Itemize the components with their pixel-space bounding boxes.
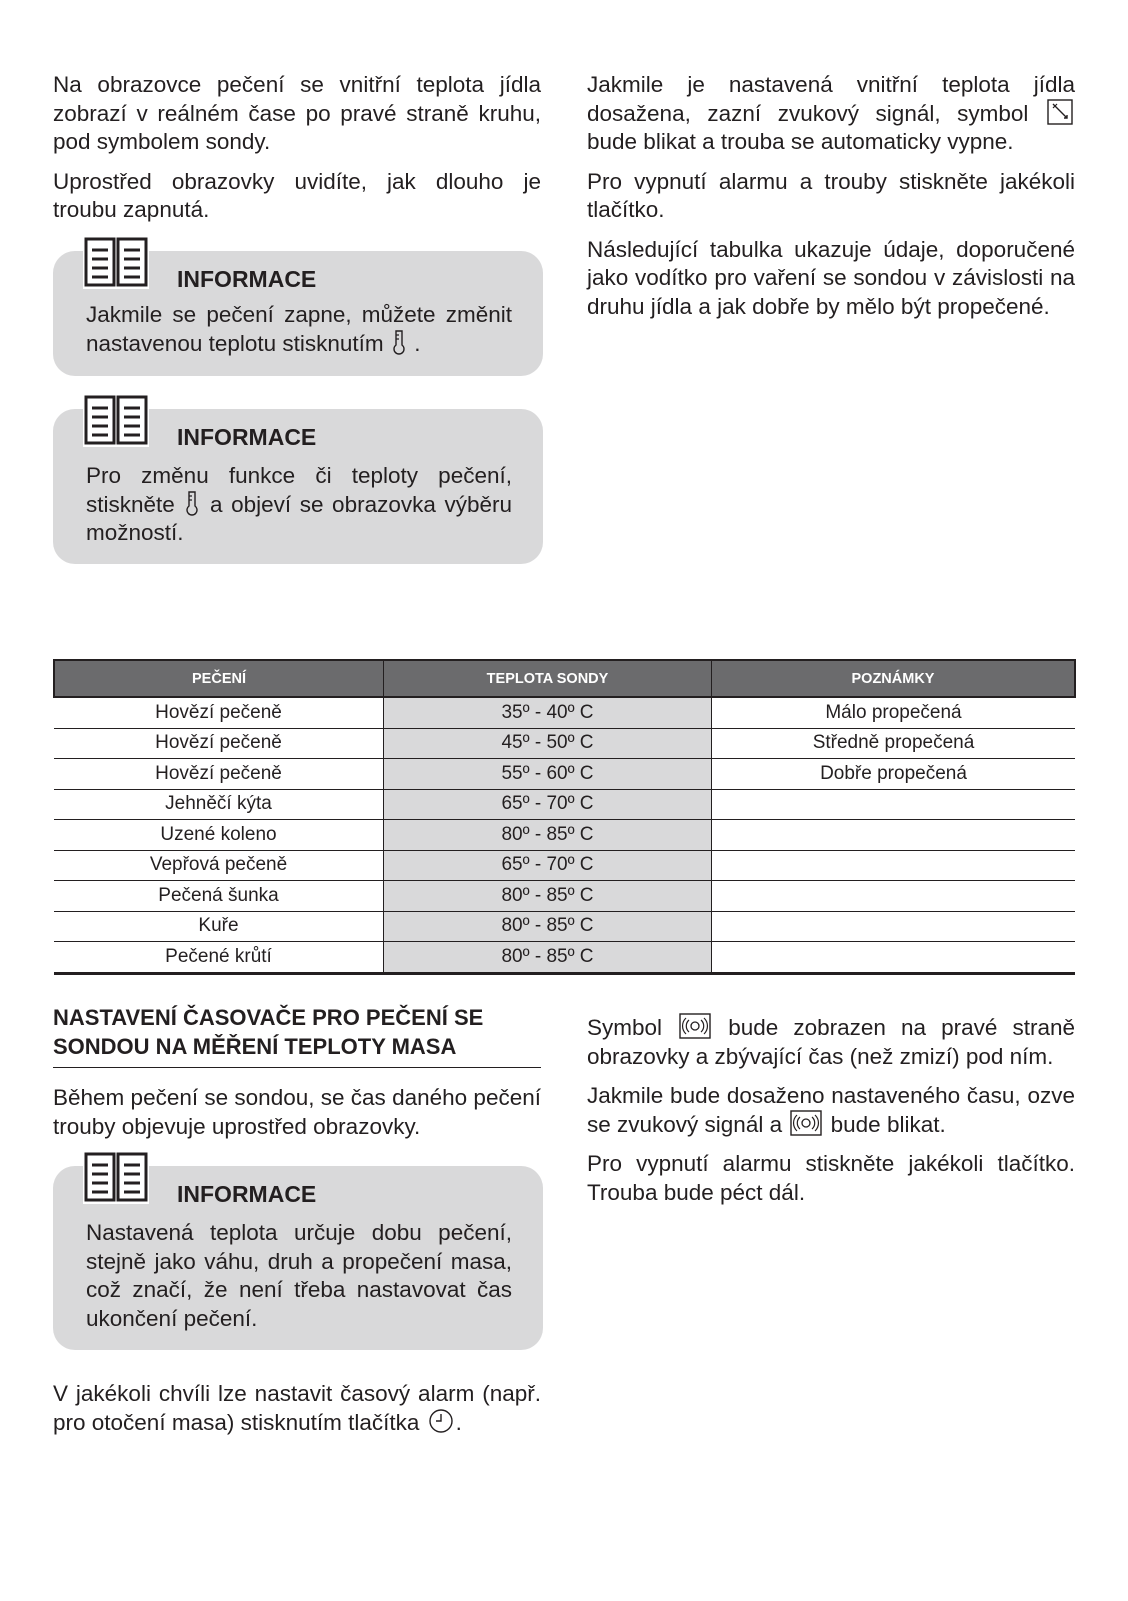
cell-dish: Pečená šunka <box>54 881 384 912</box>
table-row <box>54 697 1075 728</box>
cell-note <box>712 850 1076 881</box>
thermometer-icon <box>185 490 199 516</box>
cooking-table <box>53 659 1076 975</box>
table-row <box>54 789 1075 820</box>
cell-note <box>712 942 1076 974</box>
thermometer-icon <box>392 329 406 355</box>
cell-temperature: 55º - 60º C <box>384 759 712 790</box>
cell-temperature: 65º - 70º C <box>384 850 712 881</box>
info-text: Pro změnu funkce či teploty pečení, stiskněte a objeví se obrazovka výběru možností. <box>86 463 512 545</box>
cell-dish: Jehněčí kýta <box>54 789 384 820</box>
info-box <box>53 409 543 564</box>
left-bottom <box>53 1380 541 1437</box>
book-icon <box>83 1150 149 1204</box>
cell-temperature: 80º - 85º C <box>384 942 712 974</box>
info-title: INFORMACE <box>177 1181 317 1207</box>
right-bottom <box>587 1014 1075 1207</box>
cell-temperature: 35º - 40º C <box>384 697 712 728</box>
alarm-bell-icon <box>790 1110 822 1136</box>
table-row <box>54 759 1075 790</box>
cell-dish: Hovězí pečeně <box>54 759 384 790</box>
paragraph: Následující tabulka ukazuje údaje, doporučené jako vodítko pro vaření se sondou v závislosti na druhu jídla a jak dobře by mělo být propečené. <box>587 236 1075 319</box>
cell-note <box>712 789 1076 820</box>
paragraph: Jakmile bude dosaženo nastaveného času, ozve se zvukový signál a bude blikat. <box>587 1083 1075 1137</box>
info-box <box>53 1166 543 1350</box>
paragraph: Pro vypnutí alarmu a trouby stiskněte jakékoli tlačítko. <box>587 168 1075 222</box>
section-heading: NASTAVENÍ ČASOVAČE PRO PEČENÍ SE SONDOU NA MĚŘENÍ TEPLOTY MASA <box>53 1003 541 1068</box>
section-intro <box>53 1084 541 1141</box>
clock-icon <box>428 1408 454 1434</box>
table-row <box>54 728 1075 759</box>
right-intro <box>587 71 1075 321</box>
paragraph: Uprostřed obrazovky uvidíte, jak dlouho je troubu zapnutá. <box>53 168 541 222</box>
paragraph: V jakékoli chvíli lze nastavit časový alarm (např. pro otočení masa) stisknutím tlačítka . <box>53 1381 541 1435</box>
table-row <box>54 820 1075 851</box>
cell-temperature: 80º - 85º C <box>384 881 712 912</box>
table-row <box>54 881 1075 912</box>
cell-dish: Hovězí pečeně <box>54 697 384 728</box>
paragraph: Pro vypnutí alarmu stiskněte jakékoli tlačítko. Trouba bude péct dál. <box>587 1151 1075 1205</box>
info-text: Jakmile se pečení zapne, můžete změnit nastavenou teplotu stisknutím . <box>86 302 512 356</box>
alarm-bell-icon <box>679 1013 711 1039</box>
info-box <box>53 251 543 376</box>
cell-dish: Pečené krůtí <box>54 942 384 974</box>
column-header: PEČENÍ <box>54 660 384 697</box>
cell-note: Málo propečená <box>712 697 1076 728</box>
cell-note <box>712 881 1076 912</box>
cell-note <box>712 911 1076 942</box>
cell-note: Dobře propečená <box>712 759 1076 790</box>
paragraph: Jakmile je nastavená vnitřní teplota jídla dosažena, zazní zvukový signál, symbol bude blikat a trouba se automaticky vypne. <box>587 72 1075 154</box>
cell-note <box>712 820 1076 851</box>
left-intro <box>53 71 541 225</box>
paragraph: Během pečení se sondou, se čas daného pečení trouby objevuje uprostřed obrazovky. <box>53 1085 541 1139</box>
info-text: Nastavená teplota určuje dobu pečení, stejně jako váhu, druh a propečení masa, což značí, že není třeba nastavovat čas ukončení pečení. <box>86 1220 512 1331</box>
cell-dish: Kuře <box>54 911 384 942</box>
book-icon <box>83 235 149 289</box>
table-row <box>54 911 1075 942</box>
column-header: POZNÁMKY <box>712 660 1076 697</box>
table-row <box>54 942 1075 974</box>
info-title: INFORMACE <box>177 266 317 292</box>
cell-dish: Uzené koleno <box>54 820 384 851</box>
table-row <box>54 850 1075 881</box>
cell-temperature: 80º - 85º C <box>384 911 712 942</box>
book-icon <box>83 393 149 447</box>
cell-temperature: 80º - 85º C <box>384 820 712 851</box>
info-title: INFORMACE <box>177 424 317 450</box>
column-header: TEPLOTA SONDY <box>384 660 712 697</box>
cell-note: Středně propečená <box>712 728 1076 759</box>
table-header-row <box>54 660 1075 697</box>
probe-icon <box>1047 99 1073 125</box>
cell-temperature: 65º - 70º C <box>384 789 712 820</box>
cell-dish: Hovězí pečeně <box>54 728 384 759</box>
cell-dish: Vepřová pečeně <box>54 850 384 881</box>
cell-temperature: 45º - 50º C <box>384 728 712 759</box>
paragraph: Symbol bude zobrazen na pravé straně obrazovky a zbývající čas (než zmizí) pod ním. <box>587 1015 1075 1069</box>
paragraph: Na obrazovce pečení se vnitřní teplota jídla zobrazí v reálném čase po pravé straně kruhu, pod symbolem sondy. <box>53 72 541 154</box>
